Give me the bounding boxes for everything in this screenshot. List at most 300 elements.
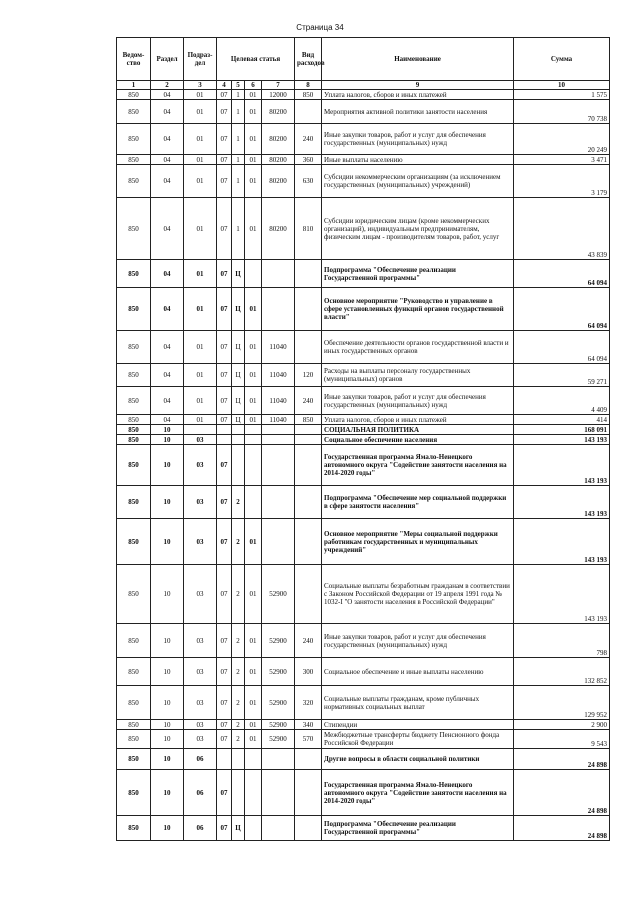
table-row: [117, 730, 610, 749]
name-cell: Социальные выплаты безработным гражданам в соответствии с Законом Российской Федерации от 19 апреля 1991 года № 1032-I "О занятости населения в Российской Федерации": [322, 565, 514, 624]
subprogram-cell: 2: [232, 519, 245, 565]
sum-cell: 132 852: [514, 658, 610, 686]
column-number: 3: [184, 81, 217, 90]
name-cell: Социальные выплаты гражданам, кроме публичных нормативных социальных выплат: [322, 686, 514, 720]
table-row: [117, 565, 610, 624]
column-number: 9: [322, 81, 514, 90]
column-number: 5: [232, 81, 245, 90]
vedom-cell: 850: [117, 425, 151, 435]
podrazdel-cell: 01: [184, 331, 217, 364]
subprogram-cell: 2: [232, 686, 245, 720]
table-row: [117, 816, 610, 841]
razdel-cell: 04: [151, 387, 184, 415]
vedom-cell: 850: [117, 565, 151, 624]
razdel-cell: 10: [151, 658, 184, 686]
sum-cell: 2 900: [514, 720, 610, 730]
vid-cell: [295, 565, 322, 624]
podrazdel-cell: 03: [184, 519, 217, 565]
vid-cell: 120: [295, 364, 322, 387]
subprogram-cell: Ц: [232, 816, 245, 841]
column-number-row: [117, 81, 610, 90]
program-cell: 07: [217, 816, 232, 841]
razdel-cell: 10: [151, 720, 184, 730]
name-cell: Расходы на выплаты персоналу государственных (муниципальных) органов: [322, 364, 514, 387]
sum-cell: 143 193: [514, 445, 610, 486]
direction-cell: 80200: [262, 198, 295, 260]
subprogram-cell: Ц: [232, 415, 245, 425]
program-cell: 07: [217, 720, 232, 730]
event-cell: 01: [245, 415, 262, 425]
table-row: [117, 260, 610, 288]
direction-cell: 11040: [262, 387, 295, 415]
podrazdel-cell: 06: [184, 770, 217, 816]
name-cell: Субсидии некоммерческим организациям (за исключением государственных (муниципальных) учреждений): [322, 165, 514, 198]
podrazdel-cell: 01: [184, 415, 217, 425]
vedom-cell: 850: [117, 260, 151, 288]
sum-cell: 70 738: [514, 100, 610, 124]
program-cell: 07: [217, 519, 232, 565]
vedom-cell: 850: [117, 331, 151, 364]
vid-cell: [295, 435, 322, 445]
table-row: [117, 165, 610, 198]
podrazdel-cell: 03: [184, 486, 217, 519]
vedom-cell: 850: [117, 90, 151, 100]
program-cell: 07: [217, 288, 232, 331]
direction-cell: 52900: [262, 565, 295, 624]
subprogram-cell: [232, 770, 245, 816]
podrazdel-cell: 03: [184, 565, 217, 624]
event-cell: 01: [245, 165, 262, 198]
sum-cell: 1 575: [514, 90, 610, 100]
event-cell: [245, 445, 262, 486]
vedom-cell: 850: [117, 364, 151, 387]
razdel-cell: 10: [151, 686, 184, 720]
sum-cell: 4 409: [514, 387, 610, 415]
table-row: [117, 770, 610, 816]
event-cell: [245, 770, 262, 816]
direction-cell: 11040: [262, 364, 295, 387]
vedom-cell: 850: [117, 658, 151, 686]
razdel-cell: 10: [151, 770, 184, 816]
subprogram-cell: 2: [232, 565, 245, 624]
vedom-cell: 850: [117, 624, 151, 658]
column-number: 4: [217, 81, 232, 90]
sum-cell: 64 094: [514, 260, 610, 288]
table-row: [117, 90, 610, 100]
program-cell: 07: [217, 100, 232, 124]
podrazdel-cell: 03: [184, 658, 217, 686]
budget-table: [116, 37, 610, 841]
table-row: [117, 720, 610, 730]
vedom-cell: 850: [117, 816, 151, 841]
name-cell: Государственная программа Ямало-Ненецкого автономного округа "Содействие занятости населения на 2014-2020 годы": [322, 445, 514, 486]
vedom-cell: 850: [117, 155, 151, 165]
name-cell: Иные закупки товаров, работ и услуг для обеспечения государственных (муниципальных) нужд: [322, 387, 514, 415]
direction-cell: [262, 749, 295, 770]
vid-cell: 850: [295, 90, 322, 100]
sum-cell: 414: [514, 415, 610, 425]
vid-cell: [295, 425, 322, 435]
vid-cell: [295, 331, 322, 364]
vedom-cell: 850: [117, 519, 151, 565]
direction-cell: 52900: [262, 686, 295, 720]
program-cell: 07: [217, 770, 232, 816]
program-cell: 07: [217, 415, 232, 425]
event-cell: [245, 816, 262, 841]
vid-cell: 810: [295, 198, 322, 260]
razdel-cell: 04: [151, 100, 184, 124]
header-vid: Вид расходов: [295, 38, 322, 81]
podrazdel-cell: 01: [184, 155, 217, 165]
vid-cell: 240: [295, 624, 322, 658]
program-cell: 07: [217, 260, 232, 288]
direction-cell: [262, 770, 295, 816]
program-cell: 07: [217, 686, 232, 720]
razdel-cell: 04: [151, 331, 184, 364]
program-cell: [217, 749, 232, 770]
razdel-cell: 10: [151, 435, 184, 445]
vedom-cell: 850: [117, 415, 151, 425]
table-row: [117, 198, 610, 260]
program-cell: 07: [217, 565, 232, 624]
event-cell: [245, 425, 262, 435]
sum-cell: 143 193: [514, 486, 610, 519]
subprogram-cell: Ц: [232, 288, 245, 331]
podrazdel-cell: 01: [184, 100, 217, 124]
name-cell: Иные закупки товаров, работ и услуг для обеспечения государственных (муниципальных) нужд: [322, 124, 514, 155]
vid-cell: [295, 770, 322, 816]
table-row: [117, 486, 610, 519]
vedom-cell: 850: [117, 445, 151, 486]
vid-cell: [295, 486, 322, 519]
subprogram-cell: 1: [232, 124, 245, 155]
direction-cell: 80200: [262, 100, 295, 124]
column-number: 10: [514, 81, 610, 90]
direction-cell: [262, 435, 295, 445]
event-cell: 01: [245, 331, 262, 364]
vid-cell: [295, 260, 322, 288]
direction-cell: [262, 445, 295, 486]
table-row: [117, 749, 610, 770]
event-cell: 01: [245, 730, 262, 749]
name-cell: Межбюджетные трансферты бюджету Пенсионного фонда Российской Федерации: [322, 730, 514, 749]
event-cell: 01: [245, 686, 262, 720]
vid-cell: 630: [295, 165, 322, 198]
table-row: [117, 519, 610, 565]
event-cell: [245, 260, 262, 288]
name-cell: Государственная программа Ямало-Ненецкого автономного округа "Содействие занятости населения на 2014-2020 годы": [322, 770, 514, 816]
sum-cell: 168 091: [514, 425, 610, 435]
subprogram-cell: 1: [232, 90, 245, 100]
subprogram-cell: 2: [232, 486, 245, 519]
page-label: Страница 34: [296, 23, 344, 32]
program-cell: [217, 425, 232, 435]
subprogram-cell: [232, 445, 245, 486]
program-cell: 07: [217, 364, 232, 387]
table-row: [117, 155, 610, 165]
table-row: [117, 364, 610, 387]
vedom-cell: 850: [117, 198, 151, 260]
name-cell: Иные закупки товаров, работ и услуг для обеспечения государственных (муниципальных) нужд: [322, 624, 514, 658]
subprogram-cell: 1: [232, 100, 245, 124]
subprogram-cell: 2: [232, 720, 245, 730]
direction-cell: 52900: [262, 720, 295, 730]
header-podrazdel: Подраз-дел: [184, 38, 217, 81]
sum-cell: 64 094: [514, 288, 610, 331]
event-cell: 01: [245, 288, 262, 331]
program-cell: 07: [217, 445, 232, 486]
program-cell: 07: [217, 165, 232, 198]
razdel-cell: 10: [151, 624, 184, 658]
name-cell: Мероприятия активной политики занятости населения: [322, 100, 514, 124]
vedom-cell: 850: [117, 100, 151, 124]
program-cell: 07: [217, 730, 232, 749]
direction-cell: [262, 260, 295, 288]
razdel-cell: 04: [151, 124, 184, 155]
sum-cell: 24 898: [514, 749, 610, 770]
razdel-cell: 10: [151, 486, 184, 519]
subprogram-cell: Ц: [232, 331, 245, 364]
event-cell: [245, 435, 262, 445]
event-cell: 01: [245, 519, 262, 565]
direction-cell: 80200: [262, 124, 295, 155]
sum-cell: 798: [514, 624, 610, 658]
direction-cell: 11040: [262, 415, 295, 425]
table-row: [117, 445, 610, 486]
program-cell: 07: [217, 486, 232, 519]
razdel-cell: 10: [151, 730, 184, 749]
vid-cell: [295, 445, 322, 486]
vid-cell: [295, 519, 322, 565]
sum-cell: 9 543: [514, 730, 610, 749]
razdel-cell: 04: [151, 260, 184, 288]
program-cell: 07: [217, 198, 232, 260]
program-cell: 07: [217, 387, 232, 415]
vid-cell: 300: [295, 658, 322, 686]
vid-cell: 240: [295, 387, 322, 415]
podrazdel-cell: 03: [184, 445, 217, 486]
podrazdel-cell: 03: [184, 730, 217, 749]
name-cell: Иные выплаты населению: [322, 155, 514, 165]
event-cell: [245, 486, 262, 519]
razdel-cell: 04: [151, 364, 184, 387]
header-row: [117, 38, 610, 81]
direction-cell: [262, 288, 295, 331]
column-number: 8: [295, 81, 322, 90]
sum-cell: 59 271: [514, 364, 610, 387]
table-row: [117, 425, 610, 435]
vid-cell: [295, 288, 322, 331]
name-cell: Уплата налогов, сборов и иных платежей: [322, 415, 514, 425]
subprogram-cell: [232, 749, 245, 770]
sum-cell: 64 094: [514, 331, 610, 364]
event-cell: 01: [245, 90, 262, 100]
subprogram-cell: 1: [232, 198, 245, 260]
event-cell: 01: [245, 387, 262, 415]
podrazdel-cell: 01: [184, 165, 217, 198]
header-razdel: Раздел: [151, 38, 184, 81]
vid-cell: 570: [295, 730, 322, 749]
vedom-cell: 850: [117, 770, 151, 816]
name-cell: Социальное обеспечение населения: [322, 435, 514, 445]
event-cell: 01: [245, 658, 262, 686]
table-row: [117, 100, 610, 124]
vedom-cell: 850: [117, 435, 151, 445]
header-name: Наименование: [322, 38, 514, 81]
name-cell: СОЦИАЛЬНАЯ ПОЛИТИКА: [322, 425, 514, 435]
podrazdel-cell: 06: [184, 749, 217, 770]
program-cell: 07: [217, 624, 232, 658]
sum-cell: 143 193: [514, 435, 610, 445]
event-cell: 01: [245, 100, 262, 124]
sum-cell: 24 898: [514, 816, 610, 841]
program-cell: 07: [217, 658, 232, 686]
direction-cell: 52900: [262, 658, 295, 686]
sum-cell: 129 952: [514, 686, 610, 720]
table-row: [117, 658, 610, 686]
event-cell: [245, 749, 262, 770]
vid-cell: 360: [295, 155, 322, 165]
event-cell: 01: [245, 124, 262, 155]
subprogram-cell: Ц: [232, 387, 245, 415]
table-row: [117, 624, 610, 658]
name-cell: Подпрограмма "Обеспечение реализации Государственной программы": [322, 816, 514, 841]
subprogram-cell: [232, 425, 245, 435]
vid-cell: [295, 749, 322, 770]
subprogram-cell: 1: [232, 155, 245, 165]
razdel-cell: 10: [151, 749, 184, 770]
event-cell: 01: [245, 155, 262, 165]
vid-cell: 340: [295, 720, 322, 730]
column-number: 2: [151, 81, 184, 90]
sum-cell: 43 839: [514, 198, 610, 260]
program-cell: 07: [217, 331, 232, 364]
column-number: 7: [262, 81, 295, 90]
name-cell: Социальное обеспечение и иные выплаты населению: [322, 658, 514, 686]
subprogram-cell: 1: [232, 165, 245, 198]
name-cell: Подпрограмма "Обеспечение реализации Государственной программы": [322, 260, 514, 288]
razdel-cell: 04: [151, 198, 184, 260]
column-number: 1: [117, 81, 151, 90]
podrazdel-cell: 01: [184, 90, 217, 100]
subprogram-cell: 2: [232, 624, 245, 658]
direction-cell: 12000: [262, 90, 295, 100]
table-row: [117, 435, 610, 445]
podrazdel-cell: 01: [184, 387, 217, 415]
podrazdel-cell: 03: [184, 686, 217, 720]
podrazdel-cell: 03: [184, 624, 217, 658]
vedom-cell: 850: [117, 749, 151, 770]
razdel-cell: 10: [151, 425, 184, 435]
name-cell: Обеспечение деятельности органов государственной власти и иных государственных органов: [322, 331, 514, 364]
sum-cell: 143 193: [514, 565, 610, 624]
vedom-cell: 850: [117, 720, 151, 730]
header-sum: Сумма: [514, 38, 610, 81]
name-cell: Другие вопросы в области социальной политики: [322, 749, 514, 770]
vid-cell: 850: [295, 415, 322, 425]
header-target: Целевая статья: [217, 38, 295, 81]
event-cell: 01: [245, 364, 262, 387]
razdel-cell: 04: [151, 288, 184, 331]
vedom-cell: 850: [117, 288, 151, 331]
razdel-cell: 10: [151, 519, 184, 565]
razdel-cell: 10: [151, 445, 184, 486]
razdel-cell: 04: [151, 415, 184, 425]
podrazdel-cell: [184, 425, 217, 435]
program-cell: 07: [217, 124, 232, 155]
vid-cell: 240: [295, 124, 322, 155]
table-row: [117, 124, 610, 155]
table-row: [117, 387, 610, 415]
name-cell: Основное мероприятие "Руководство и управление в сфере установленных функций органов государственной власти": [322, 288, 514, 331]
event-cell: 01: [245, 720, 262, 730]
name-cell: Подпрограмма "Обеспечение мер социальной поддержки в сфере занятости населения": [322, 486, 514, 519]
name-cell: Стипендии: [322, 720, 514, 730]
razdel-cell: 04: [151, 165, 184, 198]
table-row: [117, 415, 610, 425]
program-cell: [217, 435, 232, 445]
direction-cell: [262, 486, 295, 519]
podrazdel-cell: 01: [184, 288, 217, 331]
column-number: 6: [245, 81, 262, 90]
subprogram-cell: [232, 435, 245, 445]
program-cell: 07: [217, 90, 232, 100]
event-cell: 01: [245, 624, 262, 658]
podrazdel-cell: 06: [184, 816, 217, 841]
podrazdel-cell: 01: [184, 198, 217, 260]
direction-cell: [262, 425, 295, 435]
direction-cell: 11040: [262, 331, 295, 364]
vid-cell: 320: [295, 686, 322, 720]
direction-cell: 80200: [262, 165, 295, 198]
vedom-cell: 850: [117, 486, 151, 519]
program-cell: 07: [217, 155, 232, 165]
subprogram-cell: 2: [232, 658, 245, 686]
razdel-cell: 10: [151, 816, 184, 841]
podrazdel-cell: 03: [184, 435, 217, 445]
subprogram-cell: Ц: [232, 364, 245, 387]
name-cell: Уплата налогов, сборов и иных платежей: [322, 90, 514, 100]
podrazdel-cell: 01: [184, 260, 217, 288]
podrazdel-cell: 01: [184, 124, 217, 155]
vedom-cell: 850: [117, 165, 151, 198]
subprogram-cell: Ц: [232, 260, 245, 288]
vedom-cell: 850: [117, 730, 151, 749]
vedom-cell: 850: [117, 686, 151, 720]
name-cell: Субсидии юридическим лицам (кроме некоммерческих организаций), индивидуальным предпринимателям, физическим лицам - производителям товаров, работ, услуг: [322, 198, 514, 260]
subprogram-cell: 2: [232, 730, 245, 749]
razdel-cell: 04: [151, 155, 184, 165]
sum-cell: 3 179: [514, 165, 610, 198]
direction-cell: 52900: [262, 730, 295, 749]
table-row: [117, 331, 610, 364]
table-row: [117, 288, 610, 331]
vedom-cell: 850: [117, 124, 151, 155]
vedom-cell: 850: [117, 387, 151, 415]
direction-cell: 52900: [262, 624, 295, 658]
sum-cell: 3 471: [514, 155, 610, 165]
sum-cell: 143 193: [514, 519, 610, 565]
podrazdel-cell: 01: [184, 364, 217, 387]
direction-cell: [262, 519, 295, 565]
sum-cell: 20 249: [514, 124, 610, 155]
table-row: [117, 686, 610, 720]
sum-cell: 24 898: [514, 770, 610, 816]
header-vedom: Ведом-ство: [117, 38, 151, 81]
razdel-cell: 10: [151, 565, 184, 624]
razdel-cell: 04: [151, 90, 184, 100]
vid-cell: [295, 100, 322, 124]
